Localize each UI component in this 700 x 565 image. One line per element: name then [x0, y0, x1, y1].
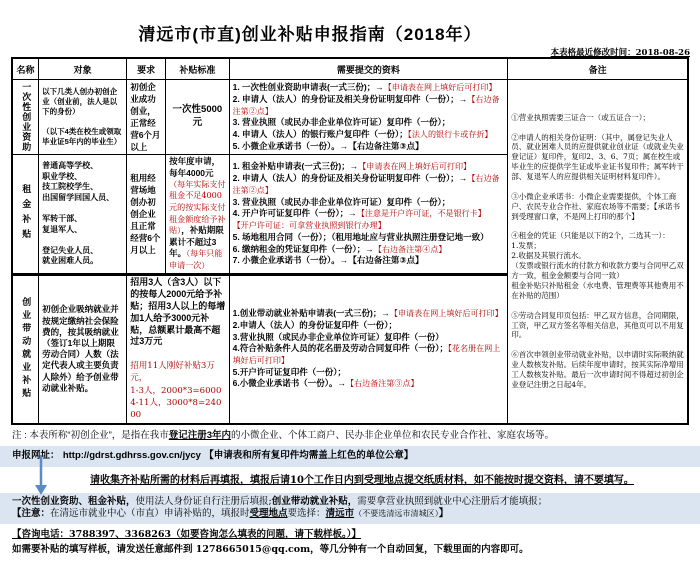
row1-materials: 1. 一次性创业资助申请表(一式三份)；→【申请表在网上填好后可打印】 2. 申请人（法人）的身份证及相关身份证明复印件（一份）；→【右边备注第②点】 3. 营业执照（或民办非企业单位许可证）复印件（一份）； 4. 申请人（法人）的银行账户复印件（一份）；【法人的银行卡或存折】 5. 小微企业承诺书（一份）。→【右边备注第③点】 — [229, 80, 508, 155]
footer — [0, 430, 700, 557]
registration-instructions-band: 一次性创业资助、租金补贴，使用法人身份证自行注册后填报;创业带动就业补贴，需要拿营业执照到就业中心注册后才能填报； 【注意：在清远市就业中心（市直）申请补贴的，填报时受理地点要选择：清远市（不要选清远市清城区）】 — [0, 493, 700, 524]
header-standard: 补贴标准 — [166, 58, 230, 80]
row1-object: 以下几类人创办初创企业（创业前，法人是以下的身份） （以下4类在校生或领取毕业证5年内的毕业生） — [39, 80, 127, 155]
row2-materials: 1. 租金补贴申请表(一式三份)；→【申请表在网上填好后可打印】 2. 申请人（法人）的身份证及相关身份证明复印件（一份）；→【右边备注第②点】 3. 营业执照（或民办非企业单位许可证）复印件（一份）； 4. 开户许可证复印件（一份）；→【注意是开户许可证，不是银行卡】 【开户许可证：可拿营业执照到银行办理】 5. 场地租用合同（一份）；（租用地址应与营业执照注册登记地一致） 6. 缴纳租金的凭证复印件（一份）；→【右边备注第④点】 7. 小微企业承诺书（一份）。→【右边备注第③点】 — [229, 155, 508, 275]
table-header-row — [12, 58, 688, 80]
page-title: 清远市(市直)创业补贴申报指南（2018年） — [138, 25, 482, 44]
collect-materials-notice: 请收集齐补贴所需的材料后再填报，填报后请10个工作日内到受理地点提交纸质材料，如不能按时提交资料，请不要填写。 — [90, 474, 634, 486]
row1-requirement: 初创企业成功创业，正常经营6个月以上 — [127, 80, 166, 155]
consult-phone-line: 【咨询电话：3788397、3368263（如要咨询怎么填表的问题，请下载样板。）】 — [12, 528, 362, 540]
down-arrow-icon — [34, 455, 48, 495]
row2-object: 普通高等学校、 职业学校、 技工院校学生、 出国留学回国人员、 军转干部、 复退军人、 登记失业人员、 就业困难人员。 — [39, 155, 127, 275]
header-requirement: 要求 — [127, 58, 166, 80]
table-row — [12, 80, 688, 155]
collect-materials-notice-row — [0, 467, 700, 493]
row1-name: 一次性创业资助 — [21, 82, 32, 152]
row2-requirement: 租用经营场地创办初创企业且正常经营6个月以上 — [127, 155, 166, 275]
header-remark: 备注 — [508, 58, 688, 80]
sample-email-line[interactable]: 如需要补贴的填写样板，请发送任意邮件到 1278665015@qq.com，等几分钟有一个自动回复，下载里面的内容即可。 — [12, 544, 529, 556]
row1-name-cell — [12, 80, 39, 155]
row3-name: 创业带动就业补贴 — [21, 297, 32, 402]
row2-name: 租金补贴 — [21, 184, 32, 244]
row3-name-cell — [12, 275, 39, 424]
row3-requirement-standard: 招用3人（含3人）以下的按每人2000元给予补贴；招用3人以上的每增加1人给予3000元补贴，总额累计最高不超过3万元 招用11人刚好补贴3万元， 1-3人，2000*3=6000 4-11人，3000*8=24000 — [127, 275, 229, 424]
last-modified-time: 本表格最近修改时间：2018-08-26 — [550, 48, 690, 58]
row2-name-cell — [12, 155, 39, 275]
remark-cell: ①营业执照需要三证合一（或五证合一）； ②申请人的相关身份证明：（其中，属登记失业人员、就业困难人员的应提供就业创业证（或就业失业登记证）复印件，复印2、3、6、7页；属在校生或毕业生的应提供学生证或毕业证书复印件；属军转干部、复退军人的应提供相关证明材料复印件）。 ③小微企业承诺书：小微企业需要提供，个体工商户、农民专业合作社、家庭农场等不需要；【承诺书到受理窗口拿，不是网上打印的那个】 ④租金的凭证（只能是以下的2个，二选其一）： 1.发票； 2.收据及其银行流水。 （发票或银行流水的付款方和收款方要与合同甲乙双方一致，租金金额要与合同一致） 租金补贴只补贴租金（水电费、管理费等其他费用不在补贴的范围） ⑤劳动合同复印页包括：甲乙双方信息，合同期限，工资，甲乙双方签名等相关信息，其他页可以不用复印。 ⑥首次申领创业带动就业补贴，以申请时实际吸纳就业人数核发补贴。后续年度申请时，按其实际净增用工人数核发补贴。最后一次申请时间不得超过初创企业登记注册之日起4年。 — [508, 80, 688, 424]
header-name: 名称 — [12, 58, 39, 80]
application-website-band[interactable]: 申报网址： http://gdrst.gdhrss.gov.cn/jycy 【申请表和所有复印件均需盖上红色的单位公章】 — [0, 446, 700, 467]
row3-materials: 1.创业带动就业补贴申请表(一式三份)；→【申请表在网上填好后可打印】 2.申请人（法人）的身份证复印件（一份）； 3.营业执照（或民办非企业单位许可证）复印件（一份） 4.符合补贴条件人员的花名册及劳动合同复印件（一份）；【花名册在网上填好后可打印】 5.开户许可证复印件（一份）； 6.小微企业承诺书（一份）。→【右边备注第③点】 — [229, 275, 508, 424]
row1-standard: 一次性5000元 — [166, 80, 230, 155]
startup-definition-note: 注 : 本表所称“初创企业”，是指在我市登记注册3年内的小微企业、个体工商户、民办非企业单位和农民专业合作社、家庭农场等。 — [12, 429, 555, 441]
row2-standard: 按年度申请，每年4000元（每年实际支付租金不足4000元的按实际支付租金额度给予补贴），补贴期限累计不超过3年。（每年只能申请一次） — [166, 155, 230, 275]
subsidy-guide-table — [11, 57, 689, 425]
row3-object: 初创企业吸纳就业并按规定缴纳社会保险费的，按其吸纳就业（签订1年以上期限劳动合同）人数（法定代表人或主要负责人除外）给予创业带动就业补贴。 — [39, 275, 127, 424]
header-materials: 需要提交的资料 — [229, 58, 508, 80]
header-object: 对象 — [39, 58, 127, 80]
